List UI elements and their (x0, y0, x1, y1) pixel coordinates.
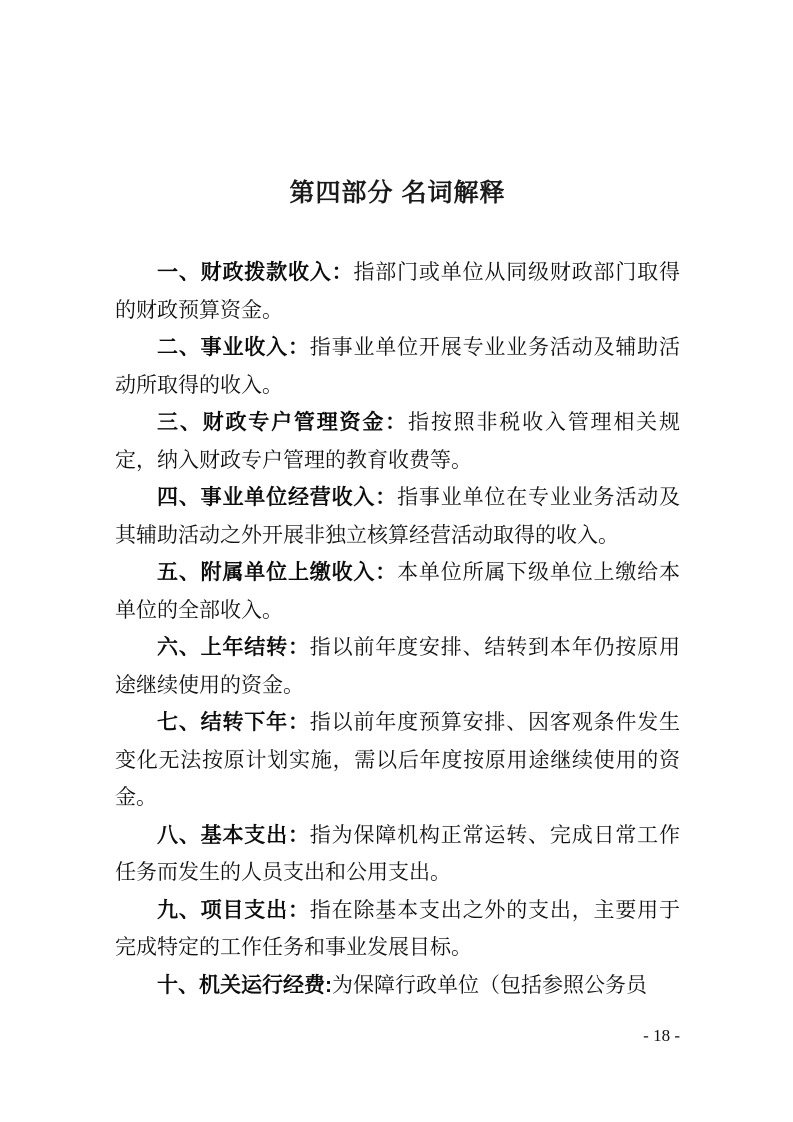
glossary-definition: 指按照非税收入管理相关规定，纳入财政专户管理的教育收费等。 (115, 410, 680, 472)
glossary-body (115, 254, 680, 1004)
glossary-definition: 指事业单位在专业业务活动及其辅助活动之外开展非独立核算经营活动取得的收入。 (115, 485, 681, 547)
glossary-term: 五、附属单位上缴收入： (157, 561, 398, 584)
glossary-paragraph (115, 817, 680, 892)
glossary-definition: 指在除基本支出之外的支出，主要用于完成特定的工作任务和事业发展目标。 (115, 897, 681, 959)
glossary-term: 三、财政专户管理资金： (157, 411, 408, 434)
glossary-term: 一、财政拨款收入： (157, 261, 354, 284)
glossary-paragraph (115, 892, 680, 967)
glossary-definition: 指以前年度预算安排、因客观条件发生变化无法按原计划实施，需以后年度按原用途继续使用的资金。 (115, 710, 681, 809)
page-number: - 18 - (643, 1026, 680, 1045)
glossary-definition: 指事业单位开展专业业务活动及辅助活动所取得的收入。 (115, 335, 681, 397)
glossary-term: 六、上年结转： (157, 636, 310, 659)
glossary-term: 七、结转下年： (157, 711, 310, 734)
glossary-paragraph (115, 629, 680, 704)
glossary-definition: 指以前年度安排、结转到本年仍按原用途继续使用的资金。 (115, 635, 681, 697)
glossary-definition: 指部门或单位从同级财政部门取得的财政预算资金。 (115, 260, 681, 322)
glossary-paragraph (115, 329, 680, 404)
glossary-paragraph (115, 967, 680, 1005)
glossary-term: 八、基本支出： (157, 823, 310, 847)
glossary-term: 九、项目支出： (157, 898, 310, 922)
glossary-term: 二、事业收入： (157, 336, 310, 359)
glossary-term: 四、事业单位经营收入： (157, 486, 398, 509)
glossary-definition: 指为保障机构正常运转、完成日常工作任务而发生的人员支出和公用支出。 (115, 822, 681, 884)
glossary-paragraph (115, 254, 680, 329)
glossary-paragraph (115, 554, 680, 629)
glossary-paragraph (115, 479, 680, 554)
glossary-term: 十、机关运行经费: (157, 973, 332, 997)
glossary-paragraph (115, 404, 680, 479)
glossary-definition: 为保障行政单位（包括参照公务员 (332, 972, 647, 997)
glossary-definition: 本单位所属下级单位上缴给本单位的全部收入。 (115, 560, 681, 622)
glossary-paragraph (115, 704, 680, 817)
page-title: 第四部分 名词解释 (289, 179, 506, 207)
